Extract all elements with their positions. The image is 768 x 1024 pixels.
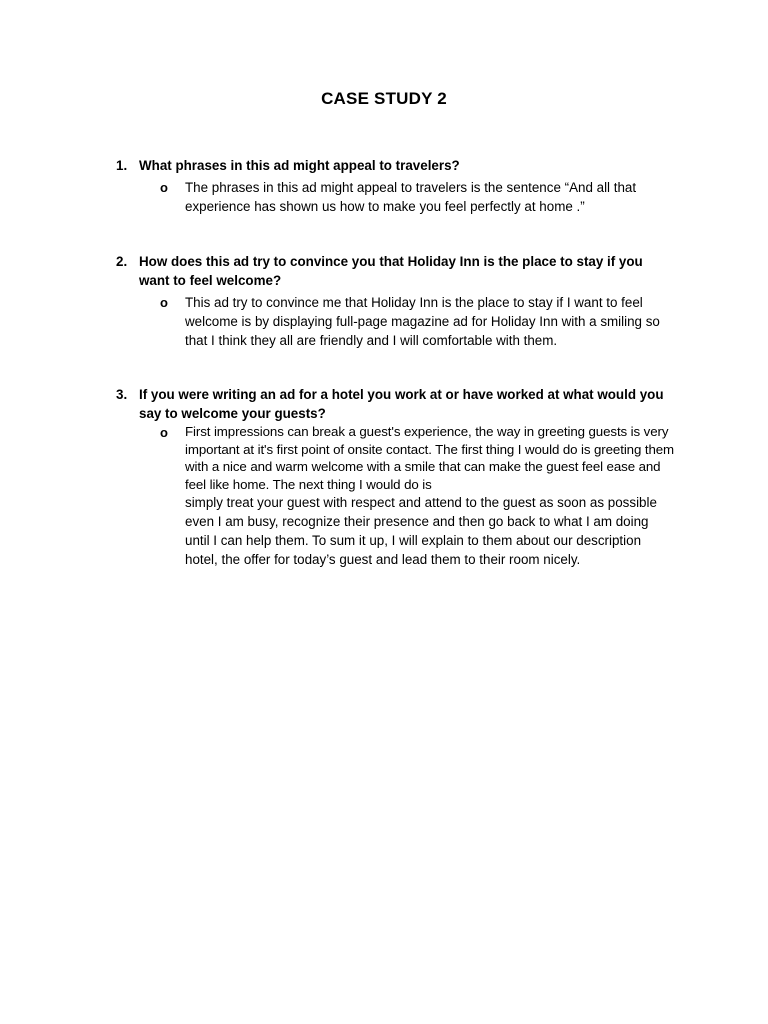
bullet-marker: o	[160, 425, 168, 440]
question-heading	[116, 385, 676, 423]
answer-text-part-2: simply treat your guest with respect and attend to the guest as soon as possible even I am busy, recognize their presence and then go back to what I am doing until I can help them. To sum it up, I will explain to them about our description hotel, the offer for today’s guest and lead them to their room nicely.	[185, 495, 657, 567]
answer-text	[185, 423, 676, 569]
question-heading	[116, 252, 676, 290]
question-heading	[116, 156, 676, 175]
question-number: 1.	[116, 158, 128, 173]
question-item-2	[116, 252, 676, 350]
question-text: What phrases in this ad might appeal to travelers?	[139, 158, 460, 173]
answer-item	[116, 423, 676, 569]
question-item-3	[116, 385, 676, 569]
question-text: If you were writing an ad for a hotel you work at or have worked at what would you say to welcome your guests?	[139, 387, 664, 421]
page-title: CASE STUDY 2	[321, 89, 447, 108]
answer-item	[116, 293, 676, 350]
answer-text: This ad try to convince me that Holiday Inn is the place to stay if I want to feel welcome is by displaying full-page magazine ad for Holiday Inn with a smiling so that I think they all are friendly and I will comfortable with them.	[185, 295, 660, 348]
question-number: 2.	[116, 254, 128, 269]
bullet-marker: o	[160, 295, 168, 310]
question-number: 3.	[116, 387, 128, 402]
bullet-marker: o	[160, 180, 168, 195]
answer-item	[116, 178, 676, 216]
answer-text-part-1: First impressions can break a guest's experience, the way in greeting guests is very important at it's first point of onsite contact. The first thing I would do is greeting them with a nice and warm welcome with a smile that can make the guest feel ease and feel like home. The next thing I would do is	[185, 424, 675, 492]
question-item-1	[116, 156, 676, 216]
question-text: How does this ad try to convince you that Holiday Inn is the place to stay if you want to feel welcome?	[139, 254, 643, 288]
answer-text: The phrases in this ad might appeal to travelers is the sentence “And all that experience has shown us how to make you feel perfectly at home .”	[185, 180, 637, 214]
